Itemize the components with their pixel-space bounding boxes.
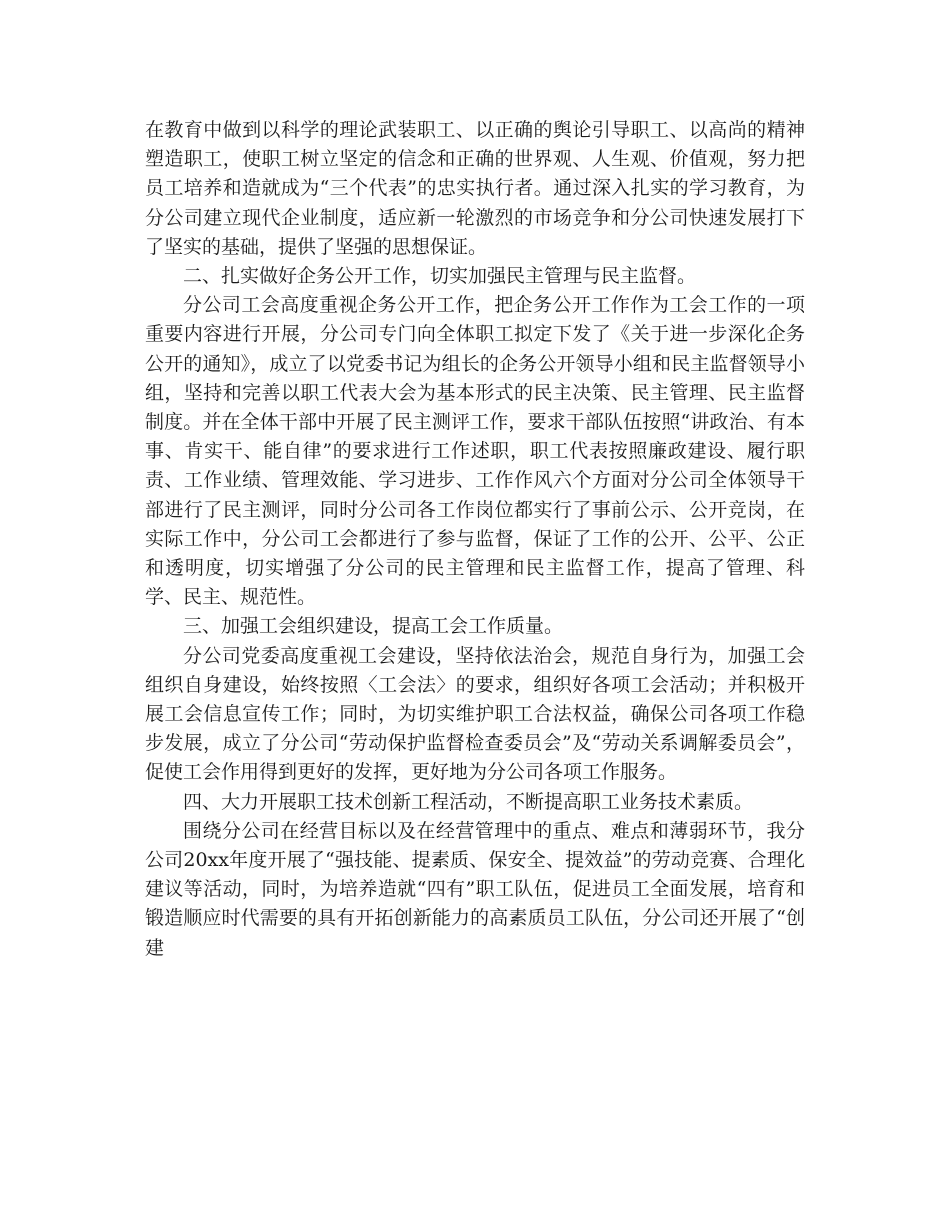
section-heading-2: 二、扎实做好企务公开工作，切实加强民主管理与民主监督。 [183, 265, 697, 288]
paragraph-3: 分公司工会高度重视企务公开工作，把企务公开工作作为工会工作的一项重要内容进行开展，分公司专门向全体职工拟定下发了《关于进一步深化企务公开的通知》，成立了以党委书记为组长的企务公开领导小组和民主监督领导小组，坚持和完善以职工代表大会为基本形式的民主决策、民主管理、民主监督制度。并在全体干部中开展了民主测评工作，要求干部队伍按照“讲政治、有本事、肯实干、能自律”的要求进行工作述职，职工代表按照廉政建设、履行职责、工作业绩、管理效能、学习进步、工作作风六个方面对分公司全体领导干部进行了民主测评，同时分公司各工作岗位都实行了事前公示、公开竞岗，在实际工作中，分公司工会都进行了参与监督，保证了工作的公开、公平、公正和透明度，切实增强了分公司的民主管理和民主监督工作，提高了管理、科学、民主、规范性。 [145, 294, 805, 609]
paragraph-1: 在教育中做到以科学的理论武装职工、以正确的舆论引导职工、以高尚的精神塑造职工，使职工树立坚定的信念和正确的世界观、人生观、价值观，努力把员工培养和造就成为“三个代表”的忠实执行者。通过深入扎实的学习教育，为分公司建立现代企业制度，适应新一轮激烈的市场竞争和分公司快速发展打下了坚实的基础，提供了坚强的思想保证。 [145, 119, 805, 258]
paragraph-7: 围绕分公司在经营目标以及在经营管理中的重点、难点和薄弱环节，我分公司20xx年度开展了“强技能、提素质、保安全、提效益”的劳动竞赛、合理化建议等活动，同时，为培养造就“四有”职工队伍，促进员工全面发展，培育和锻造顺应时代需要的具有开拓创新能力的高素质员工队伍，分公司还开展了“创建 [145, 819, 805, 959]
document-body [145, 116, 805, 963]
section-heading-3: 三、加强工会组织建设，提高工会工作质量。 [183, 615, 564, 638]
paragraph-5: 分公司党委高度重视工会建设，坚持依法治会，规范自身行为，加强工会组织自身建设，始终按照〈工会法〉的要求，组织好各项工会活动；并积极开展工会信息宣传工作；同时，为切实维护职工合法权益，确保公司各项工作稳步发展，成立了分公司“劳动保护监督检查委员会”及“劳动关系调解委员会”，促使工会作用得到更好的发挥，更好地为分公司各项工作服务。 [145, 644, 805, 784]
section-heading-4: 四、大力开展职工技术创新工程活动，不断提高职工业务技术素质。 [183, 790, 754, 813]
